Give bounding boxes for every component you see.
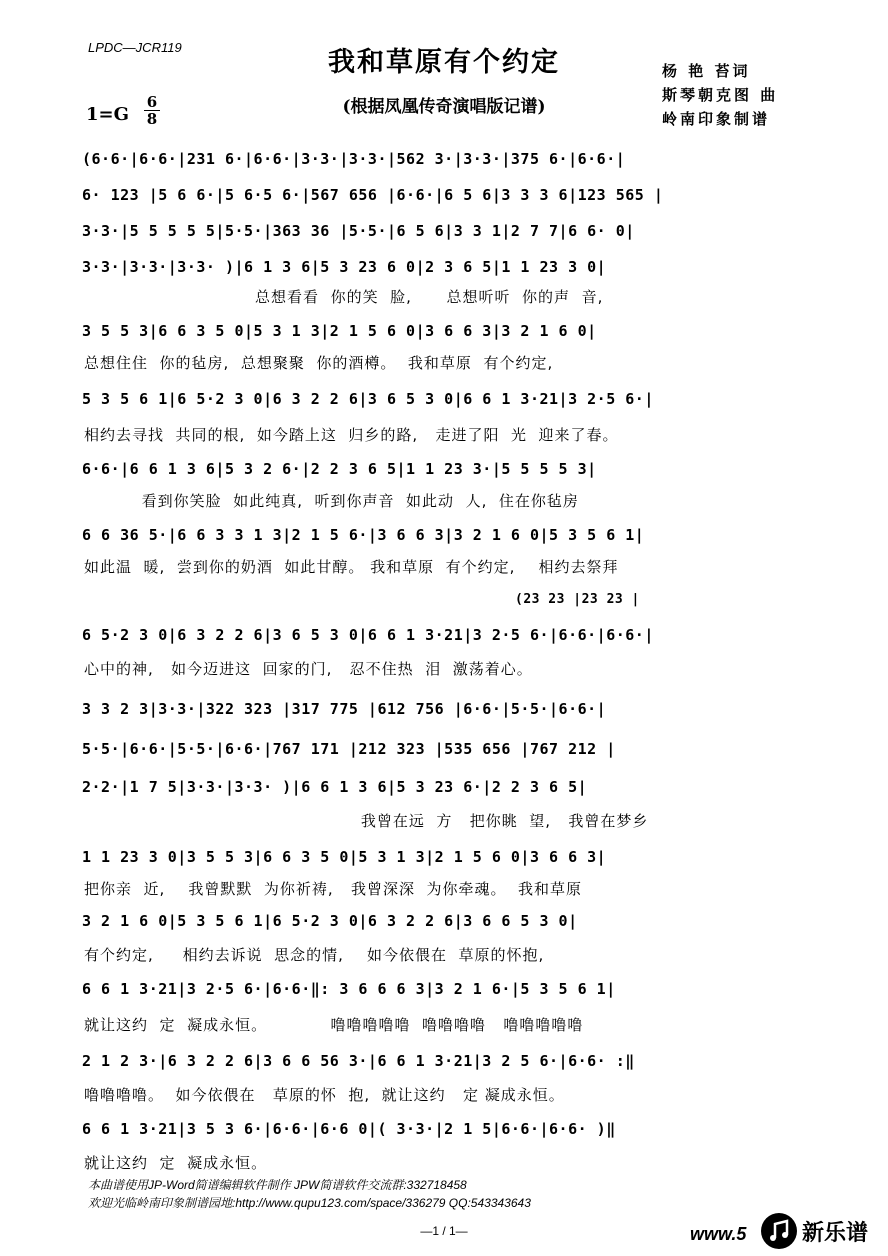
lyric-row-16: 就让这约 定 凝成永恒。 噜噜噜噜噜 噜噜噜噜 噜噜噜噜噜 xyxy=(84,1016,584,1034)
score-row-14: 1 1 23 3 0|3 5 5 3|6 6 3 5 0|5 3 1 3|2 1 5 6 0|3 6 6 3| xyxy=(82,848,607,866)
lyric-row-7: 看到你笑脸 如此纯真, 听到你声音 如此动 人, 住在你毡房 xyxy=(84,492,579,510)
score-row-16: 6 6 1 3·21|3 2·5 6·|6·6·‖: 3 6 6 6 3|3 2 1 6·|5 3 5 6 1| xyxy=(82,980,616,998)
score-row-17: 2 1 2 3·|6 3 2 2 6|3 6 6 56 3·|6 6 1 3·21|3 2 5 6·|6·6· :‖ xyxy=(82,1052,635,1070)
lyric-row-15: 有个约定, 相约去诉说 思念的情, 如今依偎在 草原的怀抱, xyxy=(84,946,545,964)
score-row-6: 5 3 5 6 1|6 5·2 3 0|6 3 2 2 6|3 6 5 3 0|6 6 1 3·21|3 2·5 6·| xyxy=(82,390,654,408)
score-row-3: 3·3·|5 5 5 5 5|5·5·|363 36 |5·5·|6 5 6|3 3 1|2 7 7|6 6· 0| xyxy=(82,222,635,240)
score-row-9: (23 23 |23 23 | xyxy=(82,592,640,607)
footer-software-note: 本曲谱使用JP-Word简谱编辑软件制作 JPW简谱软件交流群:332718458 xyxy=(88,1178,467,1192)
lyric-row-8: 如此温 暖, 尝到你的奶酒 如此甘醇。 我和草原 有个约定, 相约去祭拜 xyxy=(84,558,619,576)
score-row-15: 3 2 1 6 0|5 3 5 6 1|6 5·2 3 0|6 3 2 2 6|3 6 6 5 3 0| xyxy=(82,912,578,930)
subtitle: (根据凤凰传奇演唱版记谱) xyxy=(342,97,546,117)
arranger-credit: 岭南印象制谱 xyxy=(662,110,771,128)
lyric-row-13: 我曾在远 方 把你眺 望, 我曾在梦乡 xyxy=(84,812,649,830)
score-row-4: 3·3·|3·3·|3·3· )|6 1 3 6|5 3 23 6 0|2 3 6 5|1 1 23 3 0| xyxy=(82,258,607,276)
score-row-7: 6·6·|6 6 1 3 6|5 3 2 6·|2 2 3 6 5|1 1 23 3·|5 5 5 5 3| xyxy=(82,460,597,478)
page-number: —1 / 1— xyxy=(420,1224,468,1238)
lyric-row-18: 就让这约 定 凝成永恒。 xyxy=(84,1154,268,1172)
footer-site-link[interactable]: 欢迎光临岭南印象制谱园地:http://www.qupu123.com/space/336279 QQ:543343643 xyxy=(88,1196,531,1210)
watermark-url: www.5 xyxy=(690,1224,747,1244)
score-row-12: 5·5·|6·6·|5·5·|6·6·|767 171 |212 323 |535 656 |767 212 | xyxy=(82,740,616,758)
music-note-icon xyxy=(760,1212,798,1250)
time-signature-top: 6 xyxy=(146,93,158,111)
score-row-2: 6· 123 |5 6 6·|5 6·5 6·|567 656 |6·6·|6 5 6|3 3 3 6|123 565 | xyxy=(82,186,664,204)
logo-text: 新乐谱 xyxy=(802,1221,869,1246)
score-row-18: 6 6 1 3·21|3 5 3 6·|6·6·|6·6 0|( 3·3·|2 1 5|6·6·|6·6· )‖ xyxy=(82,1120,616,1138)
key-signature: 1=G xyxy=(86,104,129,125)
score-row-1: (6·6·|6·6·|231 6·|6·6·|3·3·|3·3·|562 3·|3·3·|375 6·|6·6·| xyxy=(82,150,626,168)
lyric-row-6: 相约去寻找 共同的根, 如今踏上这 归乡的路, 走进了阳 光 迎来了春。 xyxy=(84,426,619,444)
composer-credit: 斯琴朝克图 曲 xyxy=(662,86,779,104)
score-row-13: 2·2·|1 7 5|3·3·|3·3· )|6 6 1 3 6|5 3 23 6·|2 2 3 6 5| xyxy=(82,778,588,796)
score-row-11: 3 3 2 3|3·3·|322 323 |317 775 |612 756 |6·6·|5·5·|6·6·| xyxy=(82,700,607,718)
lyricist-credit: 杨 艳 苔词 xyxy=(662,62,751,80)
score-row-10: 6 5·2 3 0|6 3 2 2 6|3 6 5 3 0|6 6 1 3·21|3 2·5 6·|6·6·|6·6·| xyxy=(82,626,654,644)
time-signature xyxy=(144,94,160,127)
lyric-row-5: 总想住住 你的毡房, 总想聚聚 你的酒樽。 我和草原 有个约定, xyxy=(84,354,554,372)
score-row-8: 6 6 36 5·|6 6 3 3 1 3|2 1 5 6·|3 6 6 3|3 2 1 6 0|5 3 5 6 1| xyxy=(82,526,645,544)
page-title: 我和草原有个约定 xyxy=(328,47,560,78)
score-row-5: 3 5 5 3|6 6 3 5 0|5 3 1 3|2 1 5 6 0|3 6 6 3|3 2 1 6 0| xyxy=(82,322,597,340)
score-code: LPDC—JCR119 xyxy=(88,40,182,55)
lyric-row-10: 心中的神, 如今迈进这 回家的门, 忍不住热 泪 激荡着心。 xyxy=(84,660,533,678)
lyric-row-14: 把你亲 近, 我曾默默 为你祈祷, 我曾深深 为你牵魂。 我和草原 xyxy=(84,880,583,898)
time-signature-bottom: 8 xyxy=(144,110,160,127)
lyric-row-4: 总想看看 你的笑 脸, 总想听听 你的声 音, xyxy=(82,288,604,306)
lyric-row-17: 噜噜噜噜。 如今依偎在 草原的怀 抱, 就让这约 定 凝成永恒。 xyxy=(84,1086,565,1104)
